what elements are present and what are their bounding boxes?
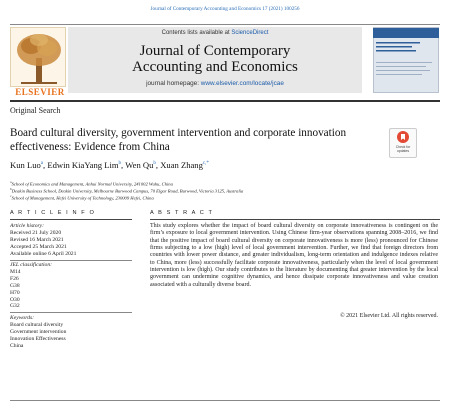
keyword-item[interactable]: China — [10, 342, 24, 349]
bookmark-icon — [399, 133, 407, 141]
jel-label: JEL classification: — [10, 262, 53, 269]
info-divider — [10, 260, 132, 261]
running-header[interactable]: Journal of Contemporary Accounting and Economics 17 (2021) 100256 — [150, 6, 300, 12]
history-item: Revised 16 March 2021 — [10, 236, 64, 243]
check-for-updates-line-1: Check for — [395, 145, 411, 149]
history-item: Available online 6 April 2021 — [10, 250, 77, 257]
article-info-heading: A R T I C L E I N F O — [10, 210, 96, 216]
abstract-rule — [150, 219, 440, 220]
author-affil-marker[interactable]: b — [153, 161, 156, 167]
keyword-item[interactable]: Government intervention — [10, 328, 67, 335]
sciencedirect-link[interactable]: ScienceDirect — [231, 30, 269, 36]
journal-title-line-2: Accounting and Economics — [132, 59, 298, 75]
affiliation-marker: c — [10, 194, 12, 198]
affiliation-item — [10, 187, 243, 194]
article-info-rule — [10, 219, 132, 220]
affiliation-marker: b — [10, 187, 12, 191]
author-list: Kun Luo$^a$, Edwin KiaYang Lim$^b$, Wen Qu$^b$, Xuan Zhang$^{c,*}$ — [10, 160, 209, 170]
homepage-link[interactable]: www.elsevier.com/locate/jcae — [200, 80, 284, 87]
affiliation-marker: a — [10, 180, 12, 184]
homepage-line — [68, 80, 362, 87]
contents-prefix: Contents lists available at — [161, 30, 232, 36]
history-item: Received 21 July 2020 — [10, 229, 62, 236]
author-affil-marker[interactable]: b — [118, 161, 122, 167]
affiliation-text: School of Management, Hefei University of Technology, 230009 Hefei, China — [11, 195, 154, 201]
tree-icon — [11, 28, 66, 87]
journal-title — [68, 43, 362, 75]
affiliation-text: School of Economics and Management, Anhui Normal University, 241002 Wuhu, China — [11, 181, 173, 187]
jel-code: O30 — [10, 296, 20, 303]
author-affil-marker[interactable]: c,* — [202, 161, 209, 167]
affiliation-item — [10, 180, 173, 187]
keywords-label: Keywords: — [10, 314, 35, 321]
jel-code: H70 — [10, 289, 20, 296]
jel-code: G38 — [10, 282, 20, 289]
check-for-updates-label — [389, 145, 417, 153]
author-name[interactable]: Edwin KiaYang Lim — [47, 160, 119, 170]
affiliation-item — [10, 194, 154, 201]
author-name[interactable]: Wen Qu — [125, 160, 154, 170]
copyright-notice: © 2021 Elsevier Ltd. All rights reserved. — [340, 313, 438, 319]
author-name[interactable]: Kun Luo — [10, 160, 41, 170]
journal-cover-band — [373, 28, 439, 38]
abstract-body: This study explores whether the impact of board cultural diversity on corporate innovativeness is contingent on the firm’s exposure to local government intervention. Using Chinese firm-year observations spanning 2008–2016, we find that the positive impact of board cultural diversity on corporate innovativeness is more (less) pronounced for Chinese firms subjecting to a low (high) level of local government intervention. Further, we find that foreign directors from countries with lower power distance, and greater individualism, long-term orientation and indulgence indexes relative to China, more (less) successfully facilitate corporate innovativeness, particularly when the level of local government intervention is low (high). Our study contributes to the literature by documenting that greater intervention by the local government can undermine cognitive dynamics, and hence dissipate corporate innovativeness and value creation associated with a culturally diverse board. — [150, 223, 438, 288]
author-name[interactable]: Xuan Zhang — [160, 160, 203, 170]
abstract-heading: A B S T R A C T — [150, 210, 214, 216]
page-bottom-rule — [10, 400, 440, 401]
jel-code: G32 — [10, 303, 20, 310]
info-divider — [10, 312, 132, 313]
article-type: Original Search — [10, 106, 61, 115]
article-info-column — [10, 223, 135, 349]
history-item: Accepted 25 March 2021 — [10, 243, 67, 250]
journal-title-line-1: Journal of Contemporary — [139, 43, 291, 59]
homepage-prefix: journal homepage: — [146, 80, 201, 87]
jel-code: F26 — [10, 275, 19, 282]
cover-text-lines-icon — [376, 42, 436, 90]
author-affil-marker[interactable]: a — [40, 161, 44, 167]
check-for-updates-line-2: updates — [396, 149, 410, 153]
contents-line — [68, 30, 362, 36]
masthead-top-rule — [10, 24, 440, 25]
keyword-item[interactable]: Innovation Effectiveness — [10, 335, 66, 342]
masthead-bottom-rule — [10, 100, 440, 102]
paper-title: Board cultural diversity, government intervention and corporate innovation effectiveness: Evidence from China — [10, 127, 347, 153]
affiliation-text: Deakin Business School, Deakin University, Melbourne Burwood Campus, 70 Elgar Road, Burwood, Victoria 3125, Australia — [11, 188, 244, 194]
publisher-name: ELSEVIER — [15, 87, 65, 97]
history-label: Article history: — [10, 223, 45, 229]
jel-code: M14 — [10, 268, 21, 275]
elsevier-tree-logo[interactable] — [10, 27, 66, 87]
keyword-item[interactable]: Board cultural diversity — [10, 321, 64, 328]
